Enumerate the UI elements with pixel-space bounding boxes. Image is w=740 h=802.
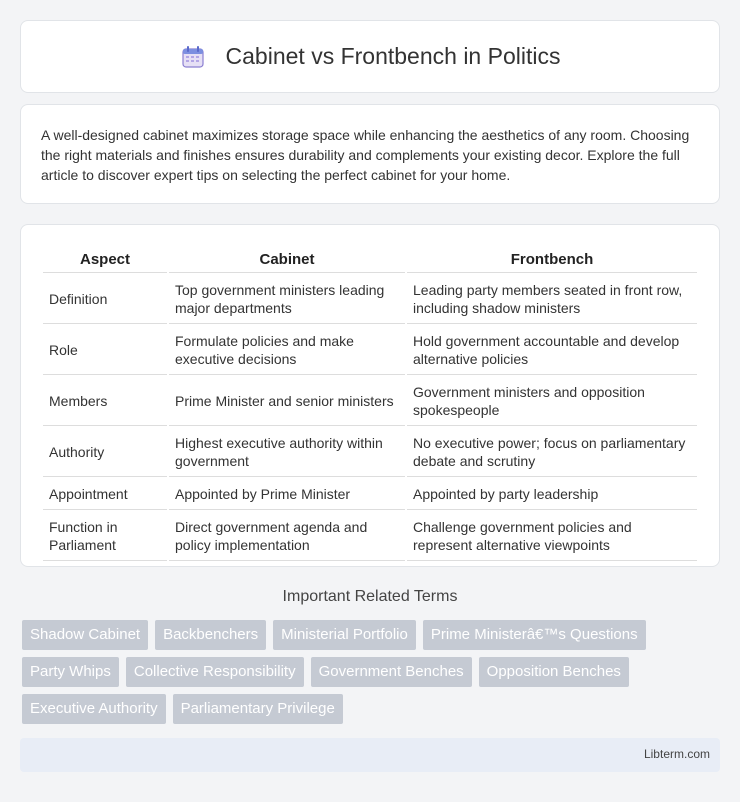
intro-card [20, 104, 720, 204]
page-title: Cabinet vs Frontbench in Politics [225, 43, 561, 69]
cell-aspect: Role [43, 326, 167, 375]
header-cabinet: Cabinet [169, 247, 405, 273]
table-row [43, 512, 697, 561]
cell-cabinet: Formulate policies and make executive decisions [169, 326, 405, 375]
tag-party-whips[interactable]: Party Whips [22, 657, 119, 687]
cell-frontbench: No executive power; focus on parliamentary debate and scrutiny [407, 428, 697, 477]
cell-frontbench: Government ministers and opposition spokespeople [407, 377, 697, 426]
tag-parliamentary-privilege[interactable]: Parliamentary Privilege [173, 694, 343, 724]
cell-aspect: Definition [43, 275, 167, 324]
calendar-icon [180, 44, 206, 70]
tag-opposition-benches[interactable]: Opposition Benches [479, 657, 629, 687]
table-row [43, 479, 697, 510]
related-terms-title: Important Related Terms [282, 588, 458, 605]
intro-text: A well-designed cabinet maximizes storage space while enhancing the aesthetics of any room. Choosing the right materials and finishes ensures durability and complements your existing decor. Explore the full article to discover expert tips on selecting the perfect cabinet for your home. [41, 127, 690, 183]
table-row [43, 275, 697, 324]
tag-executive-authority[interactable]: Executive Authority [22, 694, 166, 724]
header-card [20, 20, 720, 93]
cell-frontbench: Challenge government policies and represent alternative viewpoints [407, 512, 697, 561]
table-row [43, 428, 697, 477]
related-terms-list [22, 620, 722, 731]
tag-shadow-cabinet[interactable]: Shadow Cabinet [22, 620, 148, 650]
comparison-table [41, 245, 699, 563]
table-row [43, 377, 697, 426]
comparison-card [20, 224, 720, 567]
tag-ministerial-portfolio[interactable]: Ministerial Portfolio [273, 620, 416, 650]
cell-frontbench: Leading party members seated in front row, including shadow ministers [407, 275, 697, 324]
cell-cabinet: Prime Minister and senior ministers [169, 377, 405, 426]
cell-aspect: Appointment [43, 479, 167, 510]
cell-frontbench: Hold government accountable and develop alternative policies [407, 326, 697, 375]
header-aspect: Aspect [43, 247, 167, 273]
cell-cabinet: Appointed by Prime Minister [169, 479, 405, 510]
tag-prime-ministers-questions[interactable]: Prime Ministerâ€™s Questions [423, 620, 646, 650]
cell-aspect: Members [43, 377, 167, 426]
tag-collective-responsibility[interactable]: Collective Responsibility [126, 657, 304, 687]
cell-frontbench: Appointed by party leadership [407, 479, 697, 510]
footer [20, 738, 720, 772]
table-header-row [43, 247, 697, 273]
cell-cabinet: Direct government agenda and policy implementation [169, 512, 405, 561]
cell-cabinet: Highest executive authority within government [169, 428, 405, 477]
cell-aspect: Authority [43, 428, 167, 477]
header-frontbench: Frontbench [407, 247, 697, 273]
cell-aspect: Function in Parliament [43, 512, 167, 561]
cell-cabinet: Top government ministers leading major departments [169, 275, 405, 324]
tag-backbenchers[interactable]: Backbenchers [155, 620, 266, 650]
tag-government-benches[interactable]: Government Benches [311, 657, 472, 687]
table-row [43, 326, 697, 375]
footer-site-link[interactable]: Libterm.com [643, 747, 710, 761]
